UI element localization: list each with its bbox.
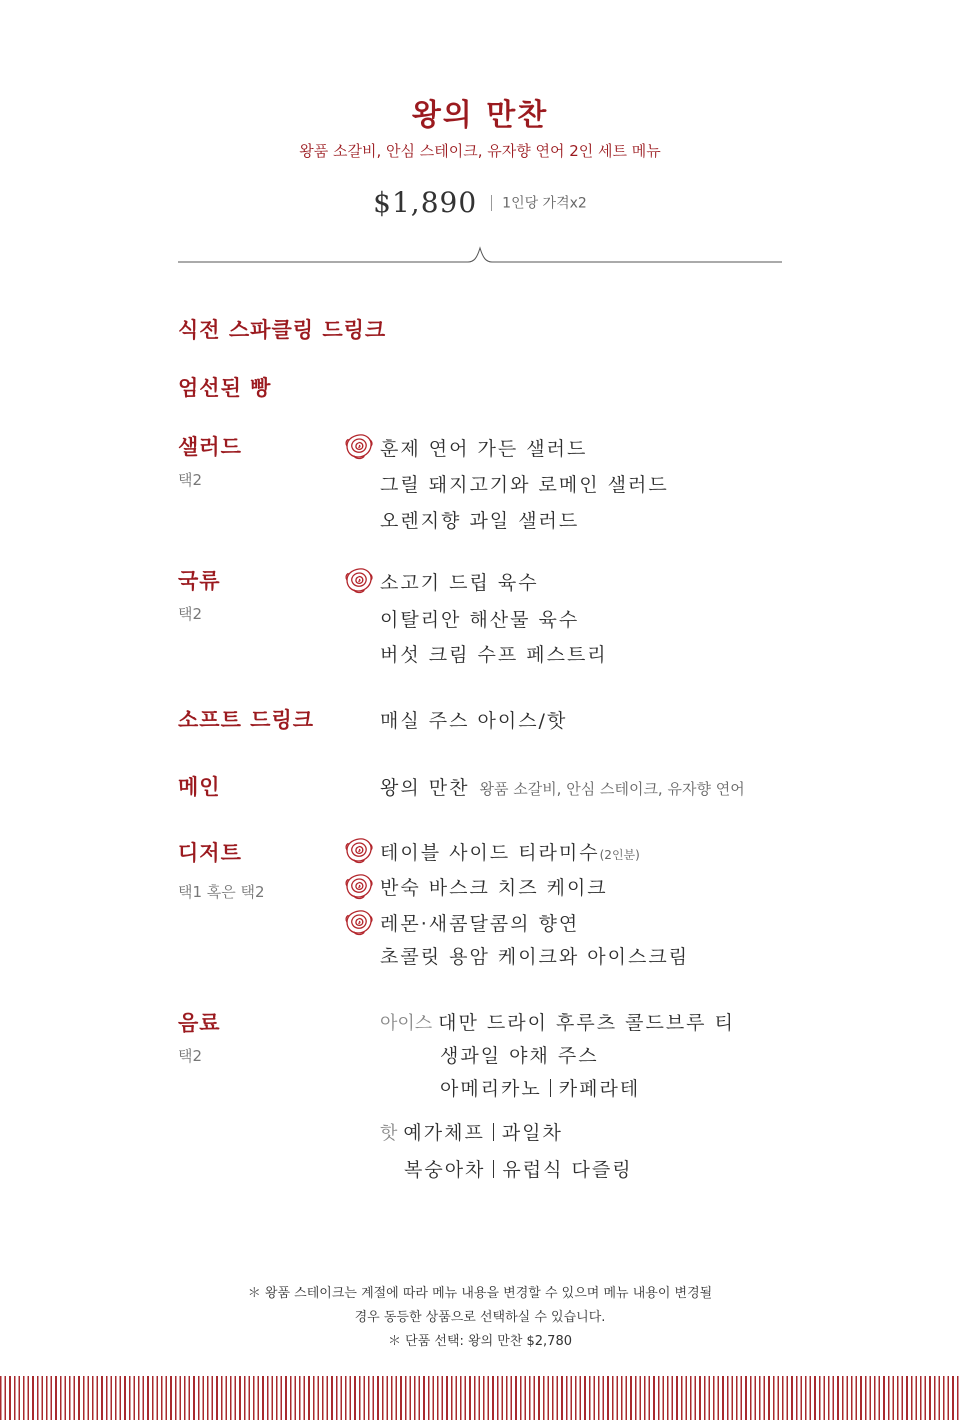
salad-item: 훈제 연어 가든 샐러드	[380, 438, 588, 460]
rose-icon	[344, 872, 374, 900]
beverage-ice-row-3	[440, 1074, 640, 1101]
ice-label: 아이스	[380, 1013, 433, 1034]
beverage-ice-row	[380, 1008, 735, 1035]
section-bread-title: 엄선된 빵	[178, 376, 272, 400]
rose-icon	[344, 836, 374, 864]
price-row	[0, 186, 960, 219]
section-soup-title: 국류	[178, 569, 221, 593]
dessert-item: 반숙 바스크 치즈 케이크	[380, 877, 608, 899]
page-title: 왕의 만찬	[411, 98, 549, 133]
hot-label: 핫	[380, 1123, 398, 1144]
main-item	[380, 773, 745, 800]
page-subtitle: 왕품 소갈비, 안심 스테이크, 유자향 연어 2인 세트 메뉴	[299, 142, 661, 160]
beverage-item: 유럽식 다즐링	[502, 1159, 633, 1181]
salad-item: 그릴 돼지고기와 로메인 샐러드	[380, 474, 669, 496]
header-divider	[178, 244, 782, 266]
rose-icon	[344, 432, 374, 460]
section-beverage-title: 음료	[178, 1011, 221, 1035]
salad-item: 오렌지향 과일 샐러드	[380, 510, 580, 532]
soft-drink-item: 매실 주스 아이스/핫	[380, 710, 568, 732]
section-beverage-choose: 택2	[178, 1047, 203, 1065]
price-note: 1인당 가격x2	[502, 195, 587, 212]
section-dessert-title: 디저트	[178, 841, 242, 865]
price-separator	[491, 195, 492, 211]
section-main-title: 메인	[178, 775, 221, 799]
set-price: $1,890	[373, 186, 478, 219]
footnote: ＊ 왕품 스테이크는 계절에 따라 메뉴 내용을 변경할 수 있으며 메뉴 내용이 변경될	[247, 1286, 713, 1301]
beverage-hot-row	[380, 1118, 563, 1145]
section-soft-drink-title: 소프트 드링크	[178, 708, 315, 732]
tiramisu-note: (2인분)	[599, 848, 640, 862]
beverage-hot-row-2	[404, 1155, 633, 1182]
footnote: 경우 동등한 상품으로 선택하실 수 있습니다.	[354, 1310, 606, 1325]
item-separator	[493, 1123, 494, 1141]
dessert-item: 초콜릿 용암 케이크와 아이스크림	[380, 946, 690, 968]
beverage-item: 생과일 야채 주스	[440, 1045, 599, 1067]
section-dessert-choose: 택1 혹은 택2	[178, 883, 265, 901]
main-item-desc: 왕품 소갈비, 안심 스테이크, 유자향 연어	[479, 780, 745, 798]
section-soup-choose: 택2	[178, 605, 203, 623]
soup-item: 이탈리안 해산물 육수	[380, 609, 580, 631]
beverage-item: 과일차	[501, 1122, 563, 1144]
item-separator	[550, 1079, 551, 1097]
dessert-item: 레몬·새콤달콤의 향연	[380, 913, 580, 935]
rose-icon	[344, 908, 374, 936]
beverage-item: 카페라테	[558, 1078, 641, 1100]
beverage-item: 아메리카노	[440, 1078, 542, 1100]
main-item-name: 왕의 만찬	[380, 777, 470, 799]
beverage-item: 대만 드라이 후루츠 콜드브루 티	[438, 1012, 735, 1034]
beverage-item: 복숭아차	[404, 1159, 486, 1181]
footnote: ＊ 단품 선택: 왕의 만찬 $2,780	[388, 1334, 572, 1349]
section-salad-title: 샐러드	[178, 435, 242, 459]
footer-stripes	[0, 1376, 960, 1420]
soup-item: 소고기 드립 육수	[380, 572, 539, 594]
item-separator	[493, 1160, 494, 1178]
rose-icon	[344, 566, 374, 594]
section-aperitif-title: 식전 스파클링 드링크	[178, 318, 387, 342]
dessert-item	[380, 838, 640, 865]
soup-item: 버섯 크림 수프 페스트리	[380, 644, 608, 666]
section-salad-choose: 택2	[178, 471, 203, 489]
beverage-item: 예가체프	[403, 1122, 485, 1144]
dessert-item-name: 테이블 사이드 티라미수	[380, 842, 600, 864]
